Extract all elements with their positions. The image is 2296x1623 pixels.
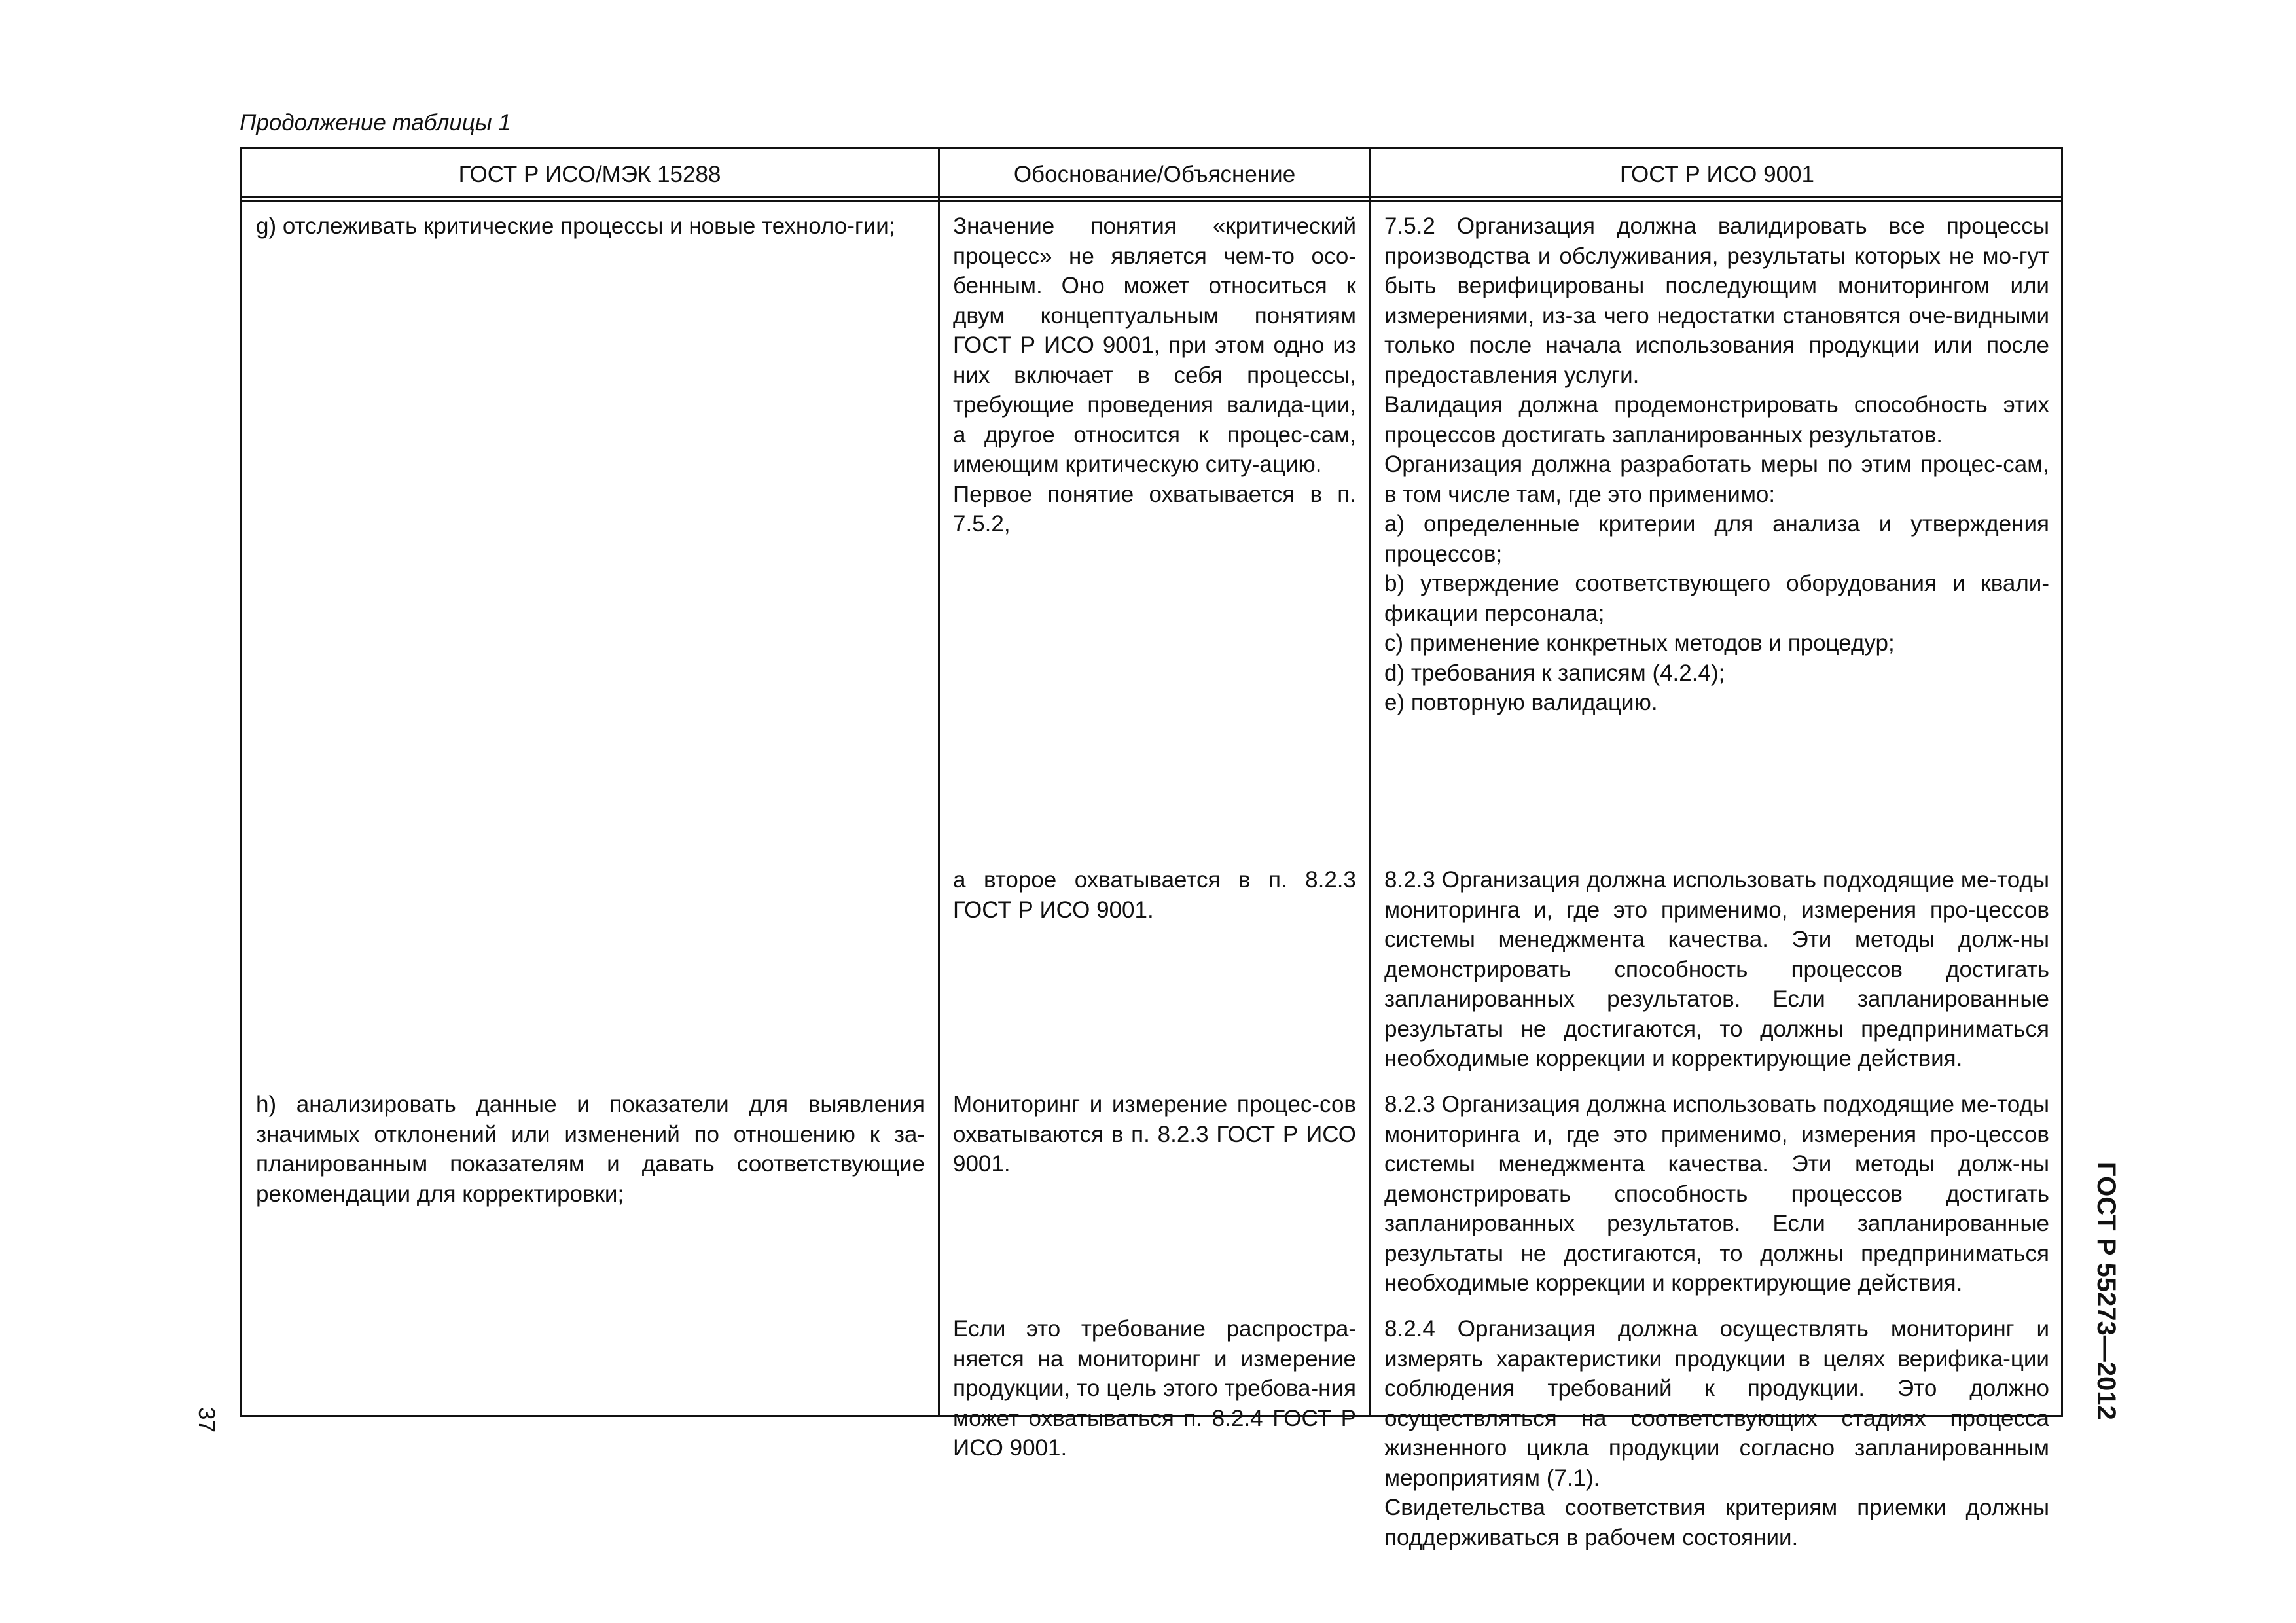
row-h-continuation-explanation-text: Если это требование распростра-няется на мониторинг и измерение продукции, то цель этого требова-ния может охватываться п. 8.2.4 ГОСТ Р ИСО 9001. bbox=[953, 1316, 1356, 1461]
row-g-continuation-explanation-text: а второе охватывается в п. 8.2.3 ГОСТ Р ИСО 9001. bbox=[953, 867, 1356, 923]
row-h-iso9001-text: 8.2.3 Организация должна использовать подходящие ме-тоды мониторинга и, где это применимо, измерения про-цессов системы менеджмента качества. Эти методы долж-ны демонстрировать способность процессов достигать запланированных результатов. Если запланированные результаты не достигаются, то должны предприниматься необходимые коррекции и корректирующие действия. bbox=[1384, 1092, 2049, 1296]
header-double-rule bbox=[242, 196, 2061, 202]
row-h-continuation-iso9001-cell bbox=[1384, 1314, 2049, 1552]
row-h-continuation-iso9001-text: Свидетельства соответствия критериям приемки должны поддерживаться в рабочем состоянии. bbox=[1384, 1495, 2049, 1550]
page-number: 37 bbox=[194, 1407, 219, 1433]
row-h-continuation-explanation-cell bbox=[953, 1314, 1356, 1463]
row-g-iso9001-text: a) определенные критерии для анализа и утверждения процессов; bbox=[1384, 511, 2049, 567]
row-g-iso9001-text: d) требования к записям (4.2.4); bbox=[1384, 660, 1725, 686]
row-g-explanation-text: Значение понятия «критический процесс» не является чем-то осо-бенным. Оно может относиться к двум концептуальным понятиям ГОСТ Р ИСО 9001, при этом одно из них включает в себя процессы, требующие проведения валида-ции, а другое относится к процес-сам, имеющим критическую ситу-ацию. bbox=[953, 213, 1356, 477]
row-g-iso9001-cell bbox=[1384, 211, 2049, 718]
row-g-iso9001-text: Организация должна разработать меры по этим процес-сам, в том числе там, где это применимо: bbox=[1384, 452, 2049, 507]
row-g-continuation-iso9001-cell bbox=[1384, 865, 2049, 1074]
row-h-standard-cell bbox=[256, 1090, 925, 1209]
row-g-iso9001-text: Валидация должна продемонстрировать способность этих процессов достигать запланированных результатов. bbox=[1384, 392, 2049, 448]
row-g-iso9001-text: c) применение конкретных методов и процедур; bbox=[1384, 630, 1895, 656]
column-divider bbox=[938, 149, 940, 1415]
column-header-rationale: Обоснование/Объяснение bbox=[1013, 162, 1296, 187]
table-caption: Продолжение таблицы 1 bbox=[240, 110, 511, 135]
row-g-explanation-text: Первое понятие охватывается в п. 7.5.2, bbox=[953, 481, 1356, 537]
row-g-iso9001-text: e) повторную валидацию. bbox=[1384, 690, 1658, 715]
row-g-continuation-iso9001-text: 8.2.3 Организация должна использовать подходящие ме-тоды мониторинга и, где это применимо, измерения про-цессов системы менеджмента качества. Эти методы долж-ны демонстрировать способность процессов достигать запланированных результатов. Если запланированные результаты не достигаются, то должны предприниматься необходимые коррекции и корректирующие действия. bbox=[1384, 867, 2049, 1071]
row-h-standard-text: h) анализировать данные и показатели для выявления значимых отклонений или изменений по отношению к за-планированным показателям и давать соответствующие рекомендации для корректировки; bbox=[256, 1092, 925, 1207]
row-h-continuation-iso9001-text: 8.2.4 Организация должна осуществлять мониторинг и измерять характеристики продукции в целях верифика-ции соблюдения требований к продукции. Это должно осуществляться на соответствующих стадиях процесса жизненного цикла продукции согласно запланированным мероприятиям (7.1). bbox=[1384, 1316, 2049, 1491]
row-g-iso9001-text: 7.5.2 Организация должна валидировать все процессы производства и обслуживания, результаты которых не мо-гут быть верифицированы последующим мониторингом или измерениями, из-за чего недостатки становятся оче-видными только после начала использования продукции или после предоставления услуги. bbox=[1384, 213, 2049, 388]
comparison-table bbox=[240, 147, 2063, 1550]
row-g-iso9001-text: b) утверждение соответствующего оборудования и квали-фикации персонала; bbox=[1384, 571, 2049, 626]
column-header-iso-iec-15288: ГОСТ Р ИСО/МЭК 15288 bbox=[458, 162, 721, 187]
row-g-standard-cell bbox=[256, 211, 925, 241]
row-h-explanation-cell bbox=[953, 1090, 1356, 1179]
row-g-explanation-cell bbox=[953, 211, 1356, 539]
row-g-continuation-explanation-cell bbox=[953, 865, 1356, 925]
document-designation: ГОСТ Р 55273—2012 bbox=[2092, 1162, 2121, 1420]
row-h-explanation-text: Мониторинг и измерение процес-сов охватываются в п. 8.2.3 ГОСТ Р ИСО 9001. bbox=[953, 1092, 1356, 1177]
column-header-iso-9001: ГОСТ Р ИСО 9001 bbox=[1620, 162, 1814, 187]
row-h-iso9001-cell bbox=[1384, 1090, 2049, 1298]
column-divider bbox=[1369, 149, 1371, 1415]
row-g-standard-text: g) отслеживать критические процессы и новые техноло-гии; bbox=[256, 213, 895, 239]
